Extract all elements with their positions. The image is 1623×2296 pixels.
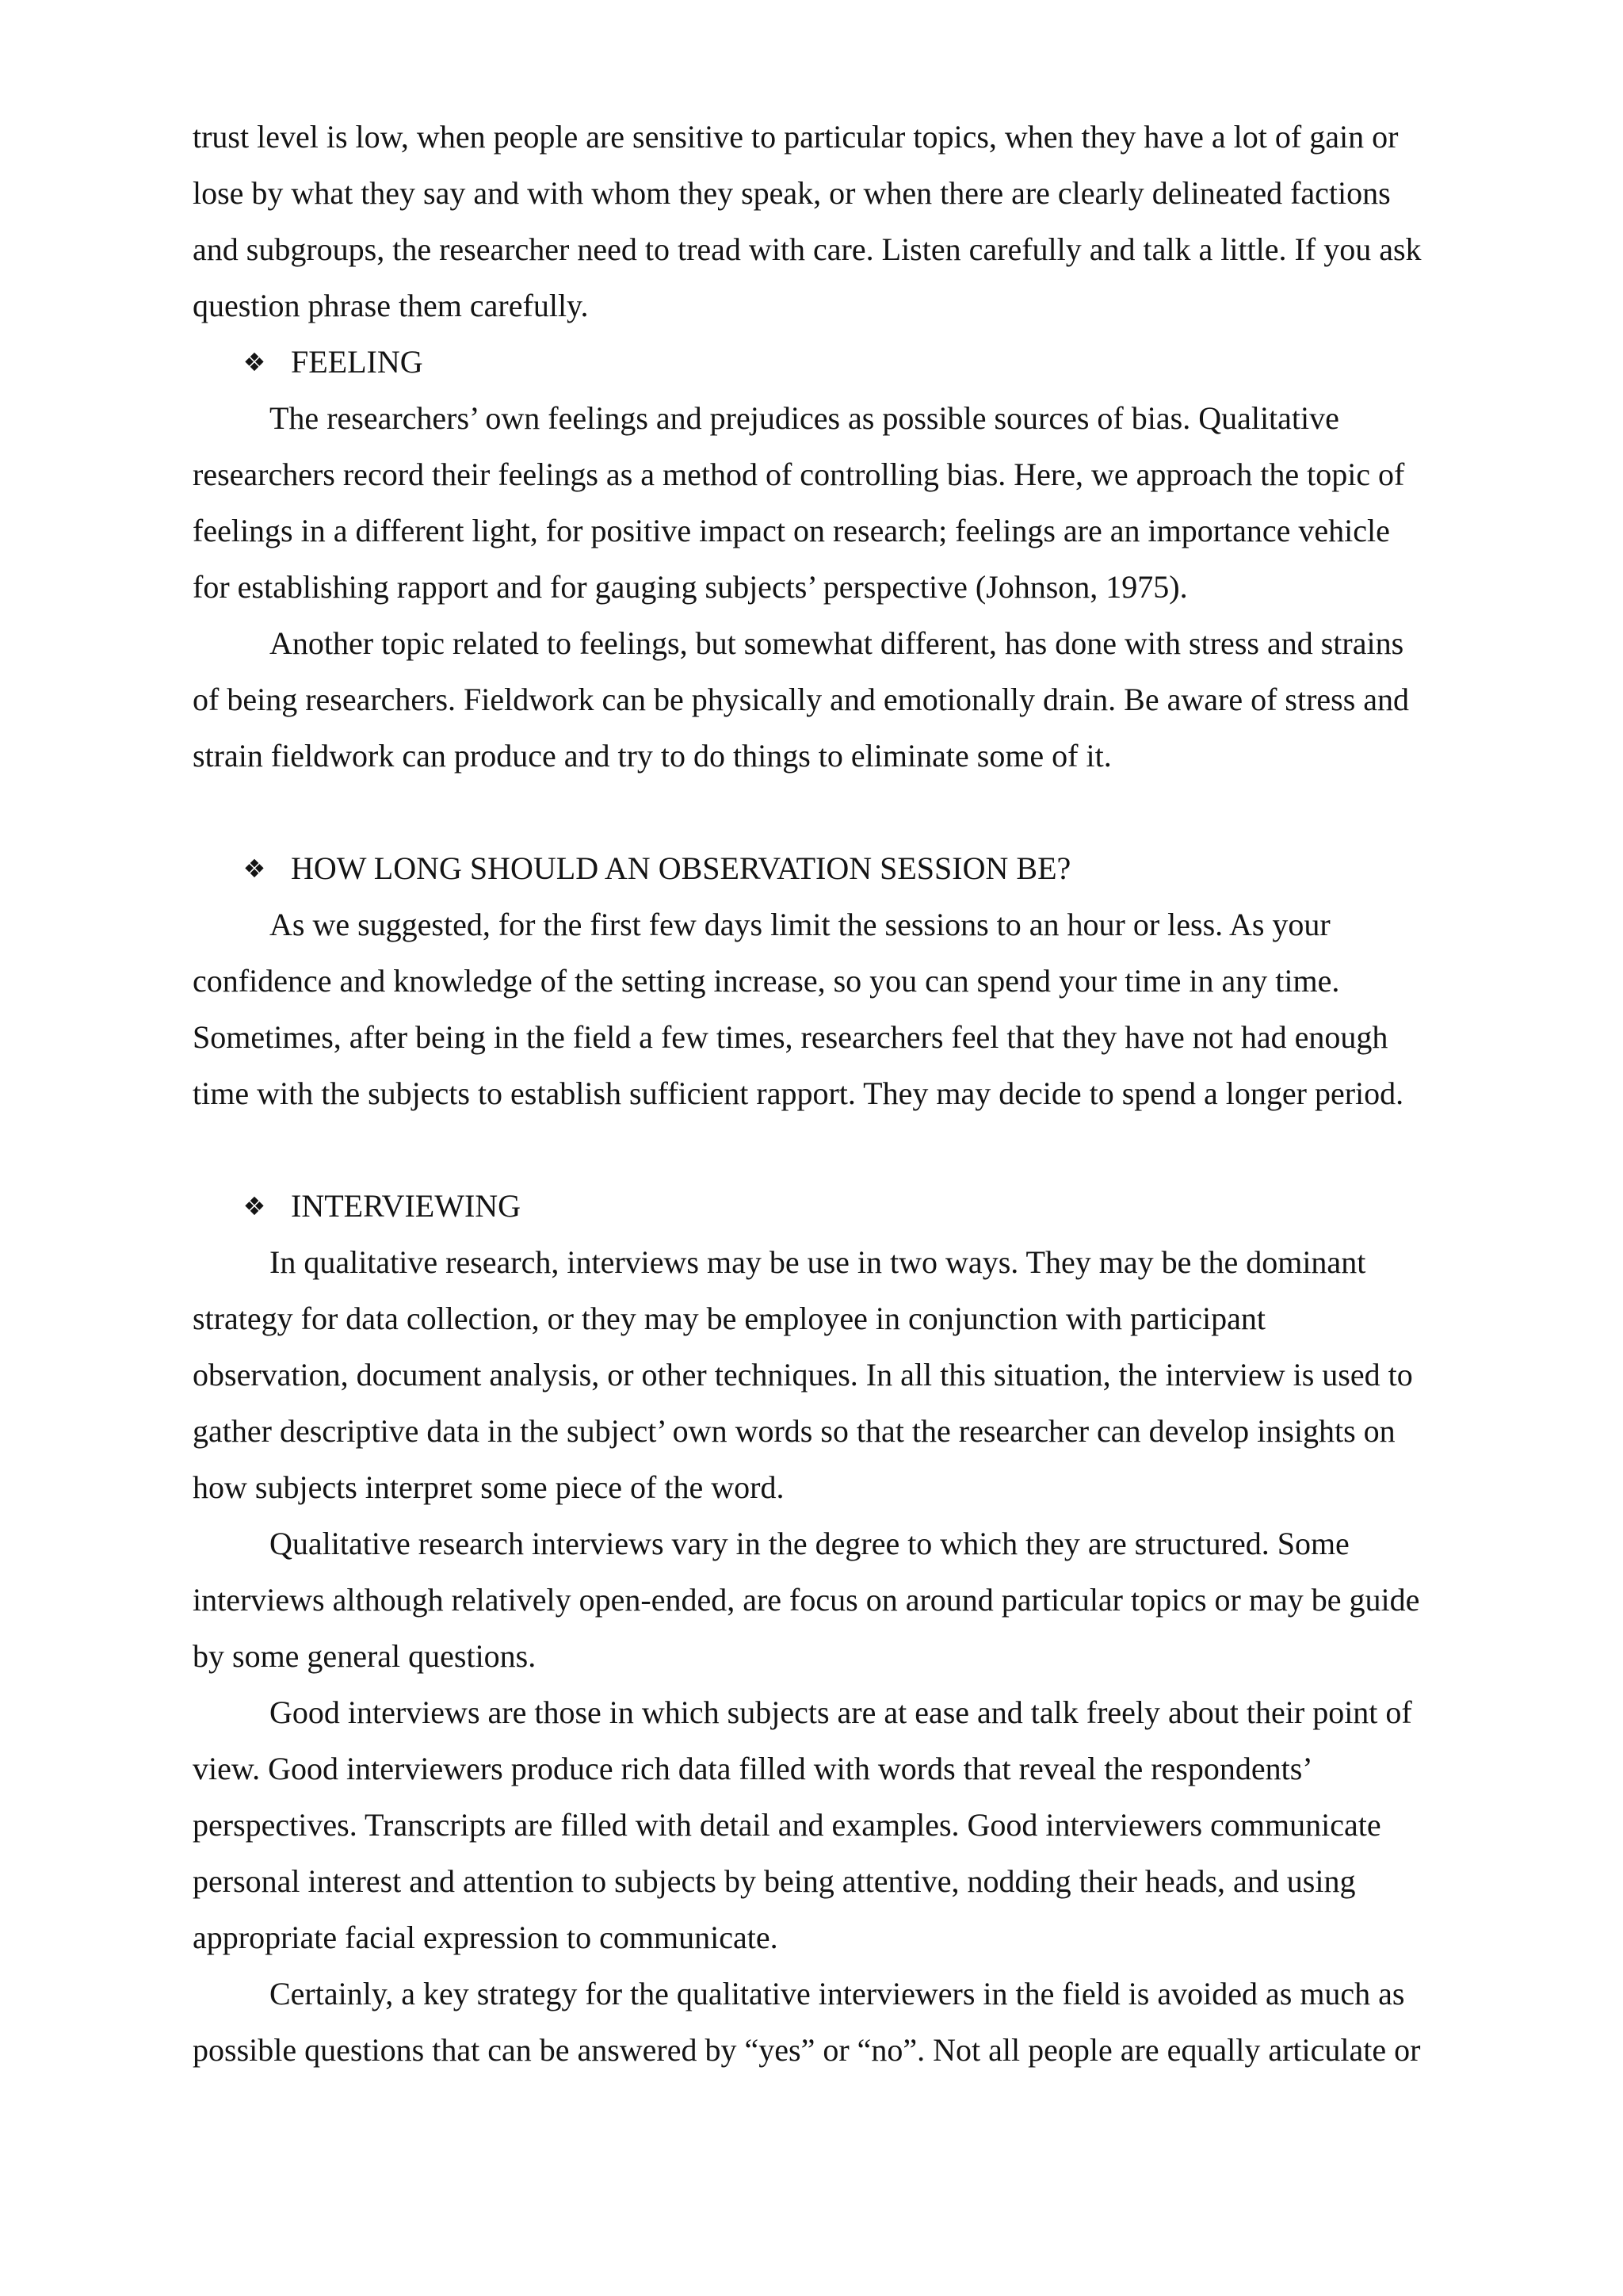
section-heading-interviewing xyxy=(242,1184,521,1228)
text-line: trust level is low, when people are sensitive to particular topics, when they have a lot of gain or xyxy=(193,119,1399,155)
text-line: confidence and knowledge of the setting increase, so you can spend your time in any time. xyxy=(193,963,1340,999)
text-line: feelings in a different light, for positive impact on research; feelings are an importance vehicle xyxy=(193,513,1390,548)
text-line: strain fieldwork can produce and try to do things to eliminate some of it. xyxy=(193,738,1112,774)
text-line: how subjects interpret some piece of the word. xyxy=(193,1469,785,1505)
text-line: for establishing rapport and for gauging subjects’ perspective (Johnson, 1975). xyxy=(193,569,1188,605)
section-heading-feeling xyxy=(242,340,423,384)
diamond-bullet-icon: ❖ xyxy=(242,854,266,884)
text-line: gather descriptive data in the subject’ own words so that the researcher can develop insights on xyxy=(193,1413,1396,1449)
section-heading-session xyxy=(242,846,1071,891)
text-line: Another topic related to feelings, but somewhat different, has done with stress and strains xyxy=(269,625,1404,661)
text-line: time with the subjects to establish sufficient rapport. They may decide to spend a longer period. xyxy=(193,1075,1404,1111)
text-line: In qualitative research, interviews may be use in two ways. They may be the dominant xyxy=(269,1244,1366,1280)
text-line: question phrase them carefully. xyxy=(193,288,589,323)
text-line: The researchers’ own feelings and prejudices as possible sources of bias. Qualitative xyxy=(269,400,1339,436)
text-line: by some general questions. xyxy=(193,1638,537,1674)
heading-text: FEELING xyxy=(291,344,423,380)
diamond-bullet-icon: ❖ xyxy=(242,347,266,377)
heading-text: HOW LONG SHOULD AN OBSERVATION SESSION BE? xyxy=(291,850,1071,886)
text-line: perspectives. Transcripts are filled with detail and examples. Good interviewers communicate xyxy=(193,1807,1381,1843)
text-line: Sometimes, after being in the field a few times, researchers feel that they have not had enough xyxy=(193,1019,1388,1055)
text-line: possible questions that can be answered by “yes” or “no”. Not all people are equally articulate or xyxy=(193,2032,1421,2068)
text-line: strategy for data collection, or they may be employee in conjunction with participant xyxy=(193,1301,1266,1336)
text-line: view. Good interviewers produce rich data filled with words that reveal the respondents’ xyxy=(193,1751,1313,1786)
text-line: researchers record their feelings as a method of controlling bias. Here, we approach the topic of xyxy=(193,457,1405,492)
diamond-bullet-icon: ❖ xyxy=(242,1191,266,1221)
text-line: interviews although relatively open-ended, are focus on around particular topics or may be guide xyxy=(193,1582,1420,1618)
text-line: Good interviews are those in which subjects are at ease and talk freely about their point of xyxy=(269,1694,1412,1730)
text-line: Certainly, a key strategy for the qualitative interviewers in the field is avoided as much as xyxy=(269,1976,1405,2011)
text-line: and subgroups, the researcher need to tread with care. Listen carefully and talk a little. If you ask xyxy=(193,231,1422,267)
text-line: appropriate facial expression to communicate. xyxy=(193,1920,778,1955)
text-line: Qualitative research interviews vary in the degree to which they are structured. Some xyxy=(269,1526,1350,1561)
heading-text: INTERVIEWING xyxy=(291,1188,521,1224)
text-line: personal interest and attention to subjects by being attentive, nodding their heads, and using xyxy=(193,1863,1356,1899)
text-line: As we suggested, for the first few days limit the sessions to an hour or less. As your xyxy=(269,907,1331,942)
text-line: observation, document analysis, or other techniques. In all this situation, the interview is used to xyxy=(193,1357,1413,1392)
text-line: of being researchers. Fieldwork can be physically and emotionally drain. Be aware of stress and xyxy=(193,682,1410,717)
text-line: lose by what they say and with whom they speak, or when there are clearly delineated factions xyxy=(193,175,1391,211)
